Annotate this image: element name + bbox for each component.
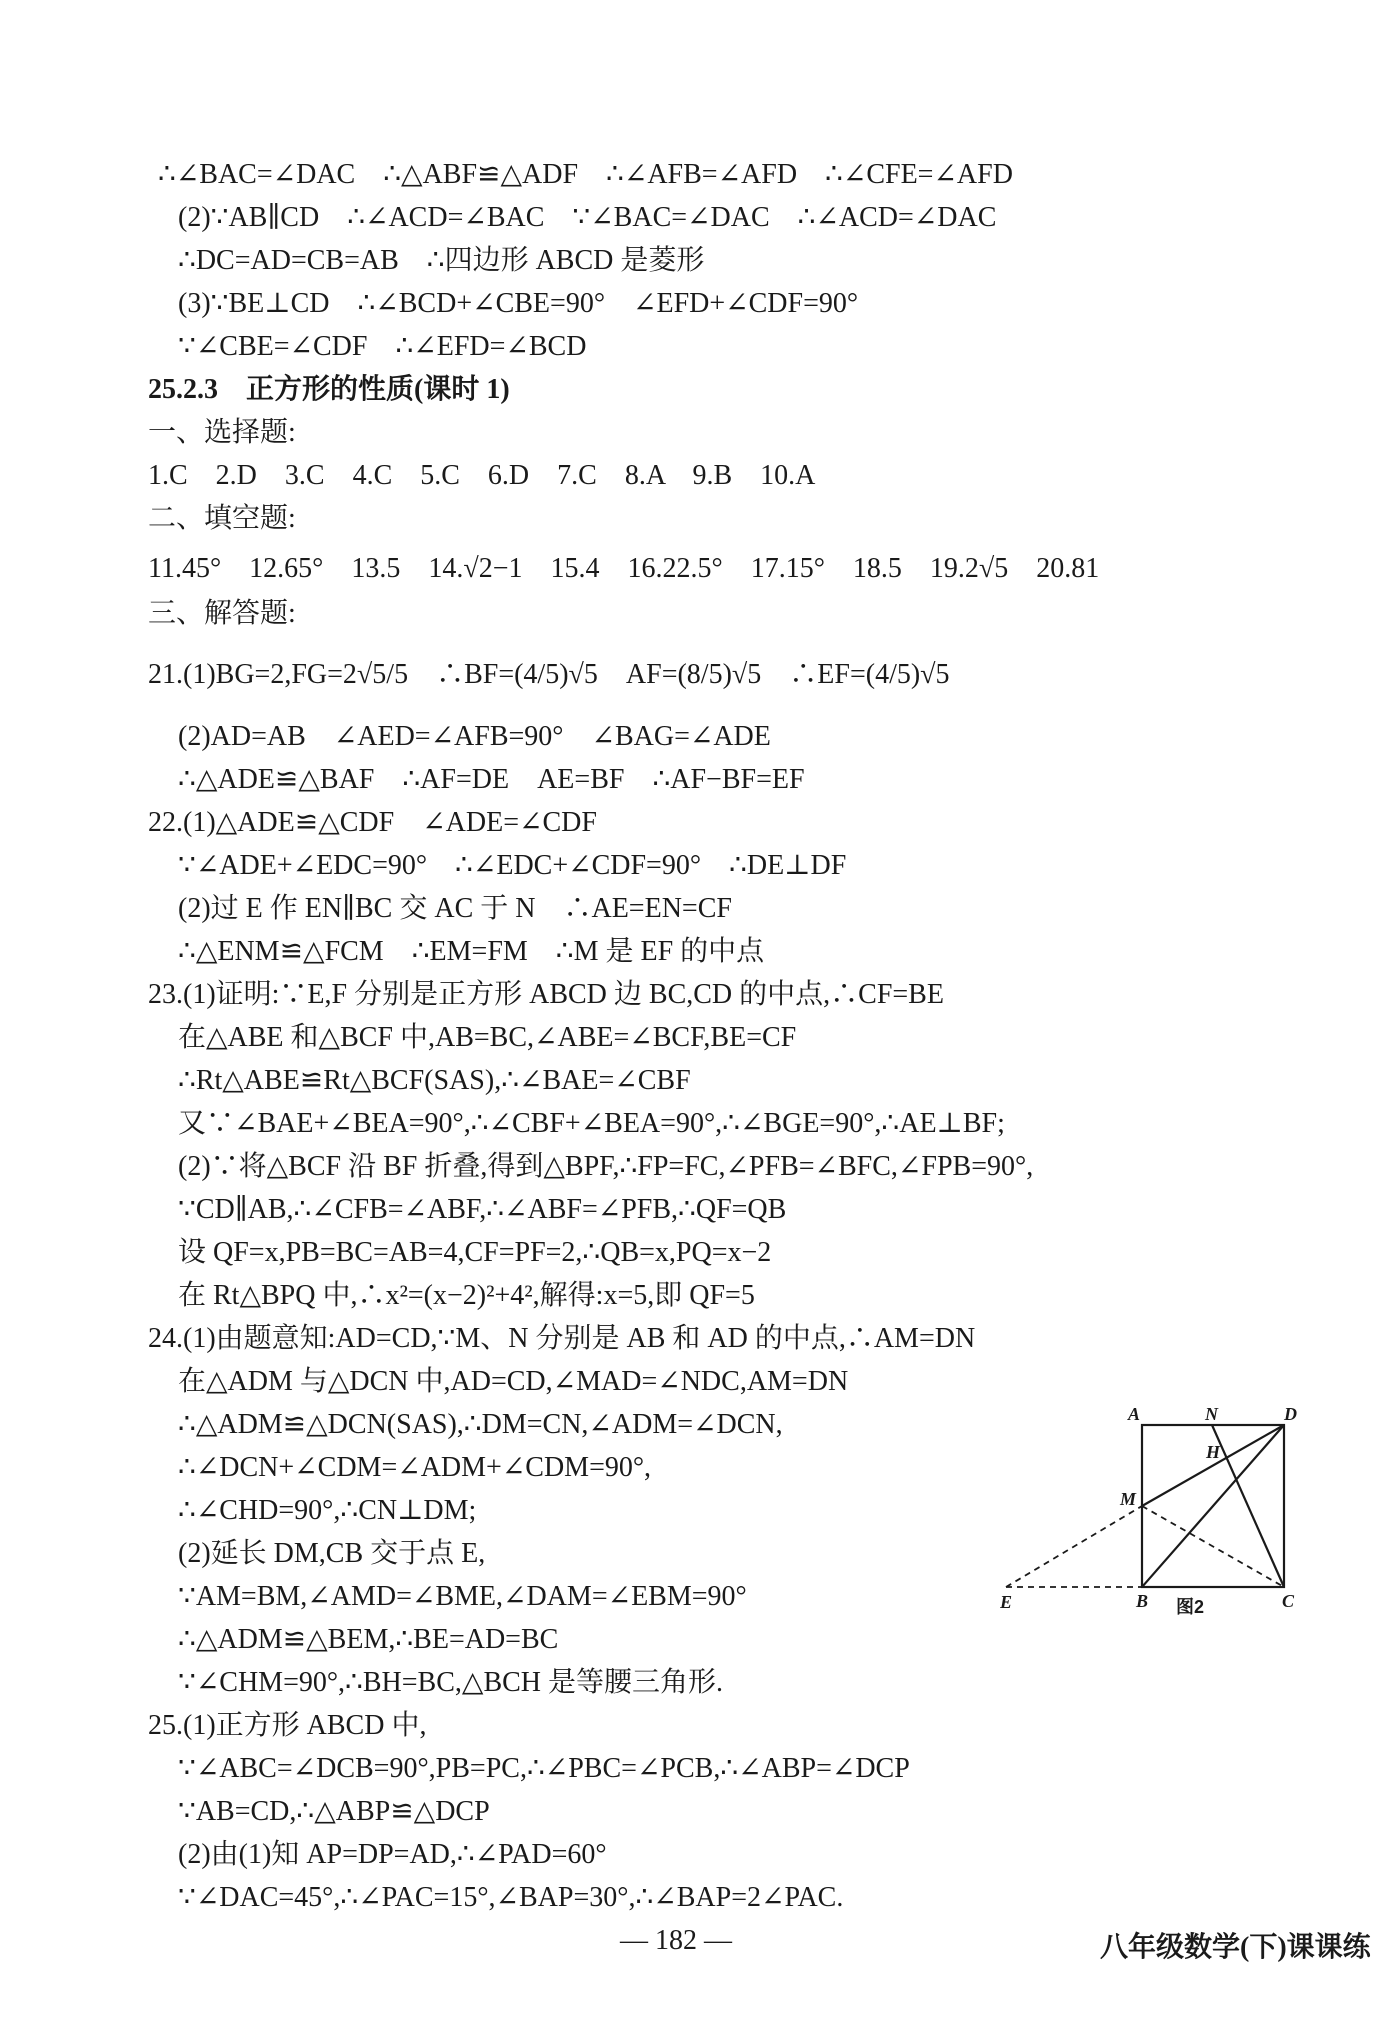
text-line: 在△ADM 与△DCN 中,AD=CD,∠MAD=∠NDC,AM=DN (178, 1366, 849, 1397)
label-h: H (1206, 1442, 1221, 1462)
geometry-figure (1000, 1405, 1300, 1620)
section-title: 25.2.3 正方形的性质(课时 1) (148, 374, 510, 405)
label-b: B (1136, 1591, 1149, 1611)
text-line: 二、填空题: (148, 503, 296, 534)
book-title: 八年级数学(下)课课练 (1100, 1932, 1371, 1963)
text-line: ∵AB=CD,∴△ABP≌△DCP (178, 1796, 490, 1827)
text-line: 1.C 2.D 3.C 4.C 5.C 6.D 7.C 8.A 9.B 10.A (148, 460, 816, 491)
text-line: ∴△ADM≌△DCN(SAS),∴DM=CN,∠ADM=∠DCN, (178, 1409, 783, 1440)
text-line: 11.45° 12.65° 13.5 14.√2−1 15.4 16.22.5° 17.15° 18.5 19.2√5 20.81 (148, 553, 1100, 584)
text-line: (2)∵AB∥CD ∴∠ACD=∠BAC ∵∠BAC=∠DAC ∴∠ACD=∠DAC (178, 202, 997, 233)
text-line: 22.(1)△ADE≌△CDF ∠ADE=∠CDF (148, 807, 597, 838)
text-line: ∵∠CBE=∠CDF ∴∠EFD=∠BCD (178, 331, 587, 362)
text-line: 在 Rt△BPQ 中,∴x²=(x−2)²+4²,解得:x=5,即 QF=5 (178, 1280, 755, 1311)
text-line: (2)过 E 作 EN∥BC 交 AC 于 N ∴AE=EN=CF (178, 893, 732, 924)
text-line: ∴∠CHD=90°,∴CN⊥DM; (178, 1495, 477, 1526)
label-e: E (1000, 1592, 1013, 1612)
text-line: ∴DC=AD=CB=AB ∴四边形 ABCD 是菱形 (178, 245, 705, 276)
text-line: 设 QF=x,PB=BC=AB=4,CF=PF=2,∴QB=x,PQ=x−2 (178, 1237, 772, 1268)
text-line: ∴∠BAC=∠DAC ∴△ABF≌△ADF ∴∠AFB=∠AFD ∴∠CFE=∠AFD (158, 159, 1013, 190)
text-line: (2)由(1)知 AP=DP=AD,∴∠PAD=60° (178, 1839, 607, 1870)
label-n: N (1205, 1405, 1218, 1424)
text-line: 又∵∠BAE+∠BEA=90°,∴∠CBF+∠BEA=90°,∴∠BGE=90°,∴AE⊥BF; (178, 1108, 1005, 1139)
text-line: (2)延长 DM,CB 交于点 E, (178, 1538, 486, 1569)
text-line: ∵AM=BM,∠AMD=∠BME,∠DAM=∠EBM=90° (178, 1581, 747, 1612)
text-line: ∴△ENM≌△FCM ∴EM=FM ∴M 是 EF 的中点 (178, 936, 765, 967)
line-em (1006, 1506, 1142, 1587)
line-md (1142, 1425, 1284, 1506)
text-line: ∴Rt△ABE≌Rt△BCF(SAS),∴∠BAE=∠CBF (178, 1065, 691, 1096)
text-line: 25.(1)正方形 ABCD 中, (148, 1710, 427, 1741)
text-line: ∵∠CHM=90°,∴BH=BC,△BCH 是等腰三角形. (178, 1667, 724, 1698)
label-d: D (1284, 1405, 1297, 1424)
line-mc (1142, 1506, 1284, 1587)
figure-caption: 图2 (1176, 1597, 1205, 1617)
text-line: 21.(1)BG=2,FG=2√5/5 ∴BF=(4/5)√5 AF=(8/5)√5 ∴EF=(4/5)√5 (148, 659, 950, 690)
text-line: 在△ABE 和△BCF 中,AB=BC,∠ABE=∠BCF,BE=CF (178, 1022, 797, 1053)
label-m: M (1120, 1489, 1137, 1509)
text-line: (3)∵BE⊥CD ∴∠BCD+∠CBE=90° ∠EFD+∠CDF=90° (178, 288, 859, 319)
text-line: ∴△ADE≌△BAF ∴AF=DE AE=BF ∴AF−BF=EF (178, 764, 805, 795)
text-line: ∴∠DCN+∠CDM=∠ADM+∠CDM=90°, (178, 1452, 652, 1483)
text-line: ∴△ADM≌△BEM,∴BE=AD=BC (178, 1624, 559, 1655)
text-line: 三、解答题: (148, 598, 296, 629)
text-line: 23.(1)证明:∵E,F 分别是正方形 ABCD 边 BC,CD 的中点,∴CF=BE (148, 979, 944, 1010)
text-line: 一、选择题: (148, 417, 296, 448)
line-nc (1212, 1425, 1284, 1587)
label-c: C (1282, 1591, 1295, 1611)
text-line: 24.(1)由题意知:AD=CD,∵M、N 分别是 AB 和 AD 的中点,∴AM=DN (148, 1323, 976, 1354)
label-a: A (1128, 1405, 1141, 1424)
text-line: ∵∠ABC=∠DCB=90°,PB=PC,∴∠PBC=∠PCB,∴∠ABP=∠DCP (178, 1753, 910, 1784)
text-line: (2)AD=AB ∠AED=∠AFB=90° ∠BAG=∠ADE (178, 721, 771, 752)
page-number: — 182 — (620, 1925, 732, 1956)
text-line: (2)∵将△BCF 沿 BF 折叠,得到△BPF,∴FP=FC,∠PFB=∠BFC,∠FPB=90°, (178, 1151, 1034, 1182)
text-line: ∵∠ADE+∠EDC=90° ∴∠EDC+∠CDF=90° ∴DE⊥DF (178, 850, 847, 881)
text-line: ∵∠DAC=45°,∴∠PAC=15°,∠BAP=30°,∴∠BAP=2∠PAC. (178, 1882, 844, 1913)
text-line: ∵CD∥AB,∴∠CFB=∠ABF,∴∠ABF=∠PFB,∴QF=QB (178, 1194, 787, 1225)
